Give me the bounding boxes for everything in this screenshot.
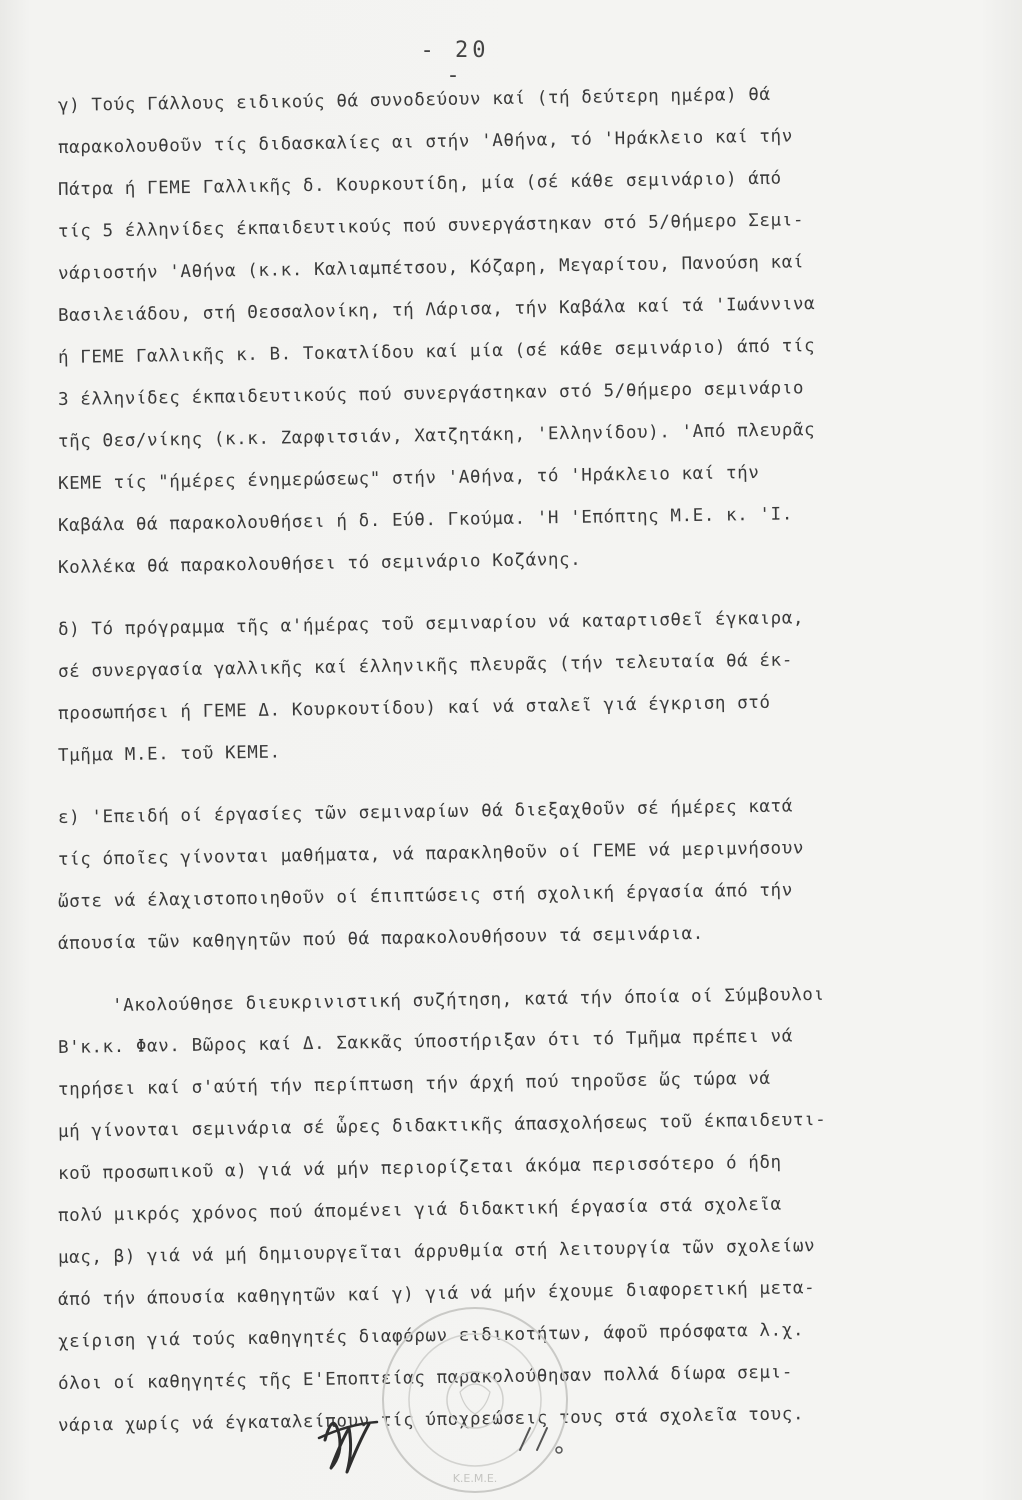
text-line-7: ή ΓΕΜΕ Γαλλικῆς κ. Β. Τοκατλίδου καί μία (σέ κάθε σεμινάριο) άπό τίς (57, 336, 816, 368)
text-line-16: Τμῆμα Μ.Ε. τοῦ ΚΕΜΕ. (57, 742, 281, 766)
text-line-29: χείριση γιά τούς καθηγητές διαφόρων ειδικοτήτων, άφοῦ πρόσφατα λ.χ. (57, 1320, 805, 1352)
text-line-30: όλοι οί καθηγητές τῆς Ε'Εποπτείας παρακολούθησαν πολλά δίωρα σεμι- (57, 1362, 794, 1394)
text-line-19: ὥστε νά έλαχιστοποιηθοῦν οί έπιπτώσεις στή σχολική έργασία άπό τήν (57, 880, 794, 912)
text-line-9: τῆς Θεσ/νίκης (κ.κ. Ζαρφιτσιάν, Χατζητάκη, 'Ελληνίδου). 'Από πλευρᾶς (57, 420, 816, 452)
signature-icon (305, 1380, 605, 1490)
text-line-25: κοῦ προσωπικοῦ α) γιά νά μήν περιορίζεται άκόμα περισσότερο ό ήδη (57, 1152, 782, 1184)
text-line-2: παρακολουθοῦν τίς διδασκαλίες αι στήν 'Αθήνα, τό 'Ηράκλειο καί τήν (57, 126, 794, 158)
text-line-12: Κολλέκα θά παρακολουθήσει τό σεμινάριο Κοζάνης. (57, 549, 582, 578)
text-line-17: ε) 'Επειδή οί έργασίες τῶν σεμιναρίων θά διεξαχθοῦν σέ ήμέρες κατά (57, 796, 794, 828)
text-line-31: νάρια χωρίς νά έγκαταλείπουν τίς ύποχρεώσεις τους στά σχολεῖα τους. (57, 1404, 805, 1436)
text-line-22: Β'κ.κ. Φαν. Βῶρος καί Δ. Σακκᾶς ύποστήριξαν ότι τό Τμῆμα πρέπει νά (57, 1026, 794, 1058)
text-line-13: δ) Τό πρόγραμμα τῆς α'ήμέρας τοῦ σεμιναρίου νά καταρτισθεῖ έγκαιρα, (57, 608, 805, 640)
text-line-27: μας, β) γιά νά μή δημιουργεῖται άρρυθμία στή λειτουργία τῶν σχολείων (57, 1236, 816, 1268)
text-line-8: 3 έλληνίδες έκπαιδευτικούς πού συνεργάστηκαν στό 5/θήμερο σεμινάριο (57, 378, 805, 410)
text-line-14: σέ συνεργασία γαλλικῆς καί έλληνικῆς πλευρᾶς (τήν τελευταία θά έκ- (57, 650, 794, 682)
text-line-28: άπό τήν άπουσία καθηγητῶν καί γ) γιά νά μήν έχουμε διαφορετική μετα- (57, 1278, 816, 1310)
text-line-5: νάριοστήν 'Αθήνα (κ.κ. Καλιαμπέτσου, Κόζαρη, Μεγαρίτου, Πανούση καί (57, 252, 805, 284)
page-number: - 20 - (420, 38, 490, 88)
text-line-24: μή γίνονται σεμινάρια σέ ὧρες διδακτικῆς άπασχολήσεως τοῦ έκπαιδευτι- (57, 1109, 827, 1142)
text-line-15: προσωπήσει ή ΓΕΜΕ Δ. Κουρκουτίδου) καί νά σταλεῖ γιά έγκριση στό (57, 692, 771, 724)
text-line-21: 'Ακολούθησε διευκρινιστική συζήτηση, κατά τήν όποία οί Σύμβουλοι (111, 984, 825, 1016)
text-line-1: γ) Τούς Γάλλους ειδικούς θά συνοδεύουν καί (τή δεύτερη ημέρα) θά (57, 84, 771, 116)
text-line-10: ΚΕΜΕ τίς "ήμέρες ένημερώσεως" στήν 'Αθήνα, τό 'Ηράκλειο καί τήν (57, 462, 760, 494)
text-line-3: Πάτρα ή ΓΕΜΕ Γαλλικῆς δ. Κουρκουτίδη, μία (σέ κάθε σεμινάριο) άπό (57, 168, 782, 200)
text-line-26: πολύ μικρός χρόνος πού άπομένει γιά διδακτική έργασία στά σχολεῖα (57, 1194, 782, 1226)
text-line-23: τηρήσει καί σ'αύτή τήν περίπτωση τήν άρχή πού τηροῦσε ὥς τώρα νά (57, 1068, 771, 1100)
text-line-11: Καβάλα θά παρακολουθήσει ή δ. Εύθ. Γκούμα. 'Η 'Επόπτης Μ.Ε. κ. 'Ι. (57, 504, 794, 536)
stamp-bottom-text: Κ.Ε.Μ.Ε. (452, 1472, 498, 1485)
text-line-6: Βασιλειάδου, στή Θεσσαλονίκη, τή Λάρισα, τήν Καβάλα καί τά 'Ιωάννινα (57, 294, 816, 326)
text-line-4: τίς 5 έλληνίδες έκπαιδευτικούς πού συνεργάστηκαν στό 5/θήμερο Σεμι- (57, 210, 805, 242)
text-line-20: άπουσία τῶν καθηγητῶν πού θά παρακολουθήσουν τά σεμινάρια. (57, 923, 704, 954)
text-line-18: τίς όποῖες γίνονται μαθήματα, νά παρακληθοῦν οί ΓΕΜΕ νά μεριμνήσουν (57, 838, 805, 870)
